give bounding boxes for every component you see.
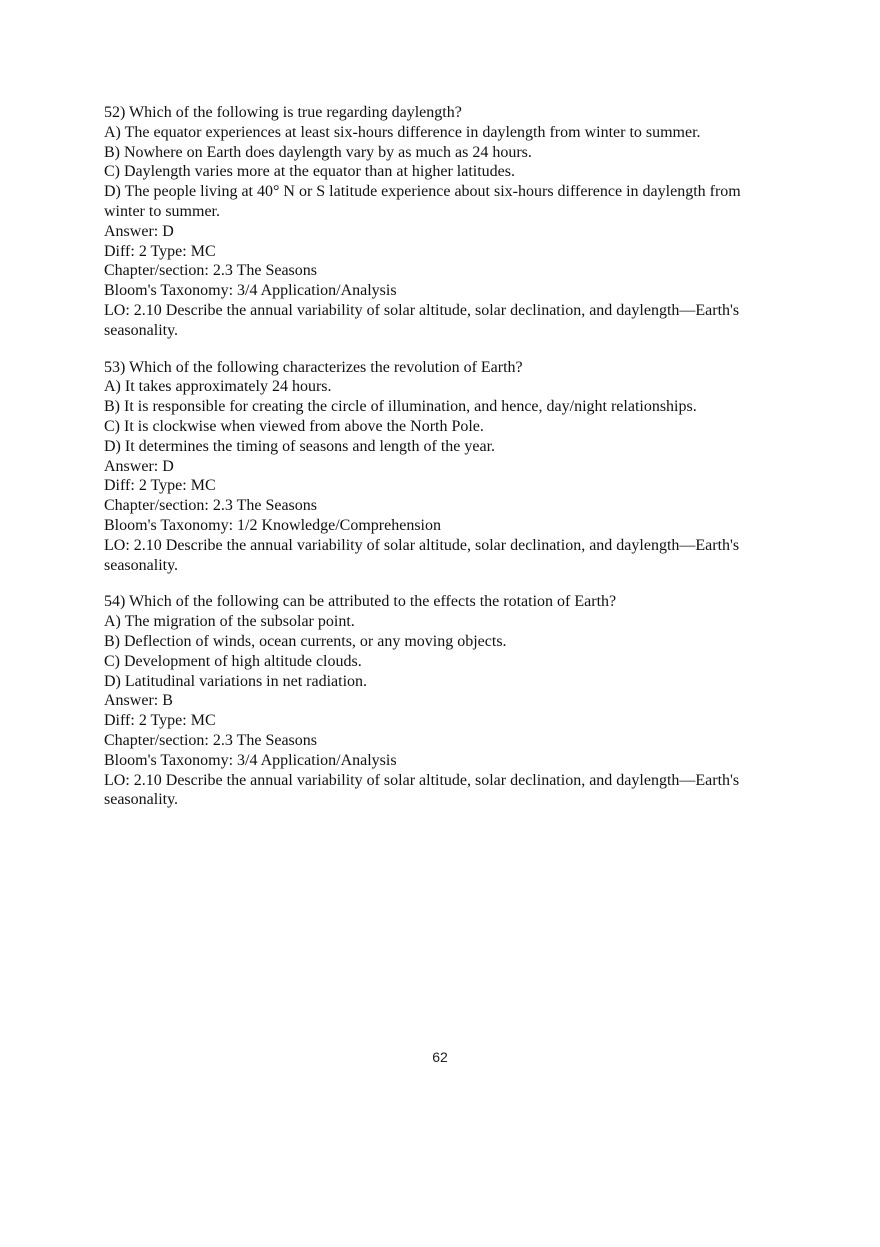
difficulty-type: Diff: 2 Type: MC: [104, 242, 216, 260]
question-stem: 52) Which of the following is true regarding daylength?: [104, 104, 462, 121]
option-a: A) The equator experiences at least six-hours difference in daylength from winter to summer.: [104, 123, 701, 141]
difficulty-type: Diff: 2 Type: MC: [104, 477, 216, 495]
question-54: [104, 592, 774, 810]
answer: Answer: B: [104, 692, 173, 710]
option-a: A) It takes approximately 24 hours.: [104, 378, 332, 396]
learning-objective: LO: 2.10 Describe the annual variability of solar altitude, solar declination, and daylength—Earth's seasonality.: [104, 301, 740, 339]
learning-objective: LO: 2.10 Describe the annual variability of solar altitude, solar declination, and daylength—Earth's seasonality.: [104, 536, 740, 574]
blooms-taxonomy: Bloom's Taxonomy: 3/4 Application/Analysis: [104, 282, 397, 300]
chapter-section: Chapter/section: 2.3 The Seasons: [104, 262, 317, 280]
question-stem: 53) Which of the following characterizes the revolution of Earth?: [104, 358, 523, 376]
answer: Answer: D: [104, 457, 174, 475]
answer: Answer: D: [104, 222, 174, 240]
learning-objective: LO: 2.10 Describe the annual variability of solar altitude, solar declination, and daylength—Earth's seasonality.: [104, 771, 740, 809]
question-list: [104, 103, 774, 827]
chapter-section: Chapter/section: 2.3 The Seasons: [104, 731, 317, 749]
option-c: C) Development of high altitude clouds.: [104, 652, 362, 670]
option-d: D) The people living at 40° N or S latitude experience about six-hours difference in daylength from winter to summer.: [104, 183, 741, 220]
option-b: B) Nowhere on Earth does daylength vary by as much as 24 hours.: [104, 143, 532, 161]
difficulty-type: Diff: 2 Type: MC: [104, 712, 216, 730]
option-b: B) It is responsible for creating the circle of illumination, and hence, day/night relationships.: [104, 398, 697, 416]
option-a: A) The migration of the subsolar point.: [104, 613, 355, 631]
option-c: C) It is clockwise when viewed from above the North Pole.: [104, 417, 484, 435]
question-53: [104, 358, 774, 576]
blooms-taxonomy: Bloom's Taxonomy: 1/2 Knowledge/Comprehension: [104, 516, 441, 534]
chapter-section: Chapter/section: 2.3 The Seasons: [104, 497, 317, 515]
option-c: C) Daylength varies more at the equator than at higher latitudes.: [104, 163, 515, 181]
question-stem: 54) Which of the following can be attributed to the effects the rotation of Earth?: [104, 593, 617, 611]
option-d: D) It determines the timing of seasons and length of the year.: [104, 437, 496, 455]
option-b: B) Deflection of winds, ocean currents, or any moving objects.: [104, 632, 507, 650]
page-number: 62: [432, 1049, 448, 1065]
question-52: [104, 103, 774, 341]
blooms-taxonomy: Bloom's Taxonomy: 3/4 Application/Analysis: [104, 751, 397, 769]
option-d: D) Latitudinal variations in net radiation.: [104, 672, 368, 690]
